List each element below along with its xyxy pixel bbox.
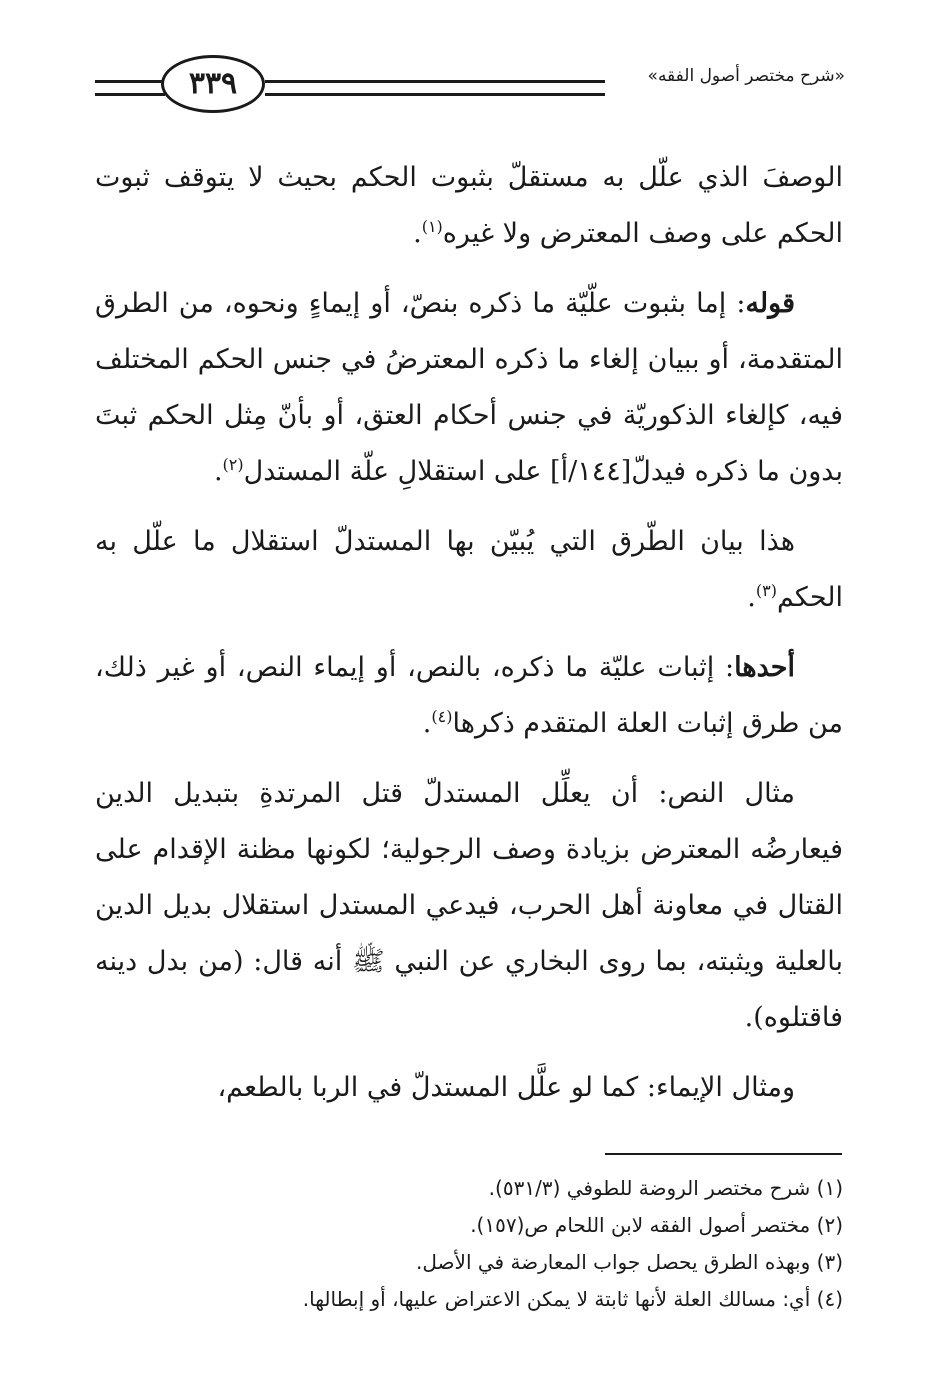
footnote-ref-4: (٤)	[431, 707, 453, 726]
footnotes	[95, 1170, 843, 1318]
paragraph-end: .	[747, 582, 756, 613]
paragraph-end: .	[213, 456, 223, 487]
header-rule-left	[95, 80, 165, 96]
paragraph-4	[95, 640, 843, 752]
paragraph-text: : إما بثبوت علّيّة ما ذكره بنصّ، أو إيماءٍ ونحوه، من الطرق المتقدمة، أو ببيان إلغاء ما ذكره المعترضُ في جنس الحكم المختلف فيه، كإلغاء الذكوريّة في جنس أحكام العتق، أو بأنّ مِثل الحكم ثبتَ بدون ما ذكره فيدلّ[١٤٤/أ] على استقلالِ علّة المستدل	[95, 288, 843, 487]
paragraph-text: ومثال الإيماء: كما لو علَّل المستدلّ في الربا بالطعم،	[217, 1072, 795, 1103]
paragraph-3	[95, 514, 843, 626]
footnote-ref-2: (٢)	[222, 455, 244, 474]
paragraph-5	[95, 766, 843, 1046]
footnote-3: (٣) وبهذه الطرق يحصل جواب المعارضة في الأصل.	[416, 1250, 843, 1274]
page-number: ٣٣٩	[161, 55, 265, 113]
footnote-4: (٤) أي: مسالك العلة لأنها ثابتة لا يمكن الاعتراض عليها، أو إبطالها.	[302, 1287, 843, 1311]
paragraph-6	[95, 1060, 843, 1116]
footnote-ref-3: (٣)	[755, 581, 777, 600]
main-text	[95, 150, 843, 1130]
header-rule-right	[265, 80, 605, 96]
page-header	[95, 50, 845, 130]
footnote-1: (١) شرح مختصر الروضة للطوفي (٥٣١/٣).	[488, 1176, 843, 1200]
paragraph-text: مثال النص: أن يعلِّل المستدلّ قتل المرتدةِ بتبديل الدين فيعارضُه المعترض بزيادة وصف الرجولية؛ لكونها مظنة الإقدام على القتال في معاونة أهل الحرب، فيدعي المستدل استقلال بديل الدين بالعلية ويثبته، بما روى البخاري عن النبي ﷺ أنه قال: (من بدل دينه فاقتلوه).	[95, 778, 843, 1033]
paragraph-end: .	[422, 708, 432, 739]
footnote-divider	[605, 1153, 842, 1155]
paragraph-text: : إثبات عليّة ما ذكره، بالنص، أو إيماء النص، أو غير ذلك، من طرق إثبات العلة المتقدم ذكرها	[95, 652, 843, 739]
paragraph-text: هذا بيان الطّرق التي يُبيّن بها المستدلّ استقلال ما علّل به الحكم	[95, 526, 843, 613]
running-title: «شرح مختصر أصول الفقه»	[647, 66, 845, 86]
paragraph-lead: قوله	[745, 288, 795, 319]
paragraph-end: .	[413, 218, 422, 249]
footnote-ref-1: (١)	[421, 217, 443, 236]
footnote-2: (٢) مختصر أصول الفقه لابن اللحام ص(١٥٧).	[470, 1213, 843, 1237]
paragraph-1	[95, 150, 843, 262]
paragraph-lead: أحدها	[734, 652, 795, 683]
paragraph-2	[95, 276, 843, 500]
paragraph-text: الوصفَ الذي علّل به مستقلّ بثبوت الحكم بحيث لا يتوقف ثبوت الحكم على وصف المعترض ولا غيره	[95, 162, 843, 249]
